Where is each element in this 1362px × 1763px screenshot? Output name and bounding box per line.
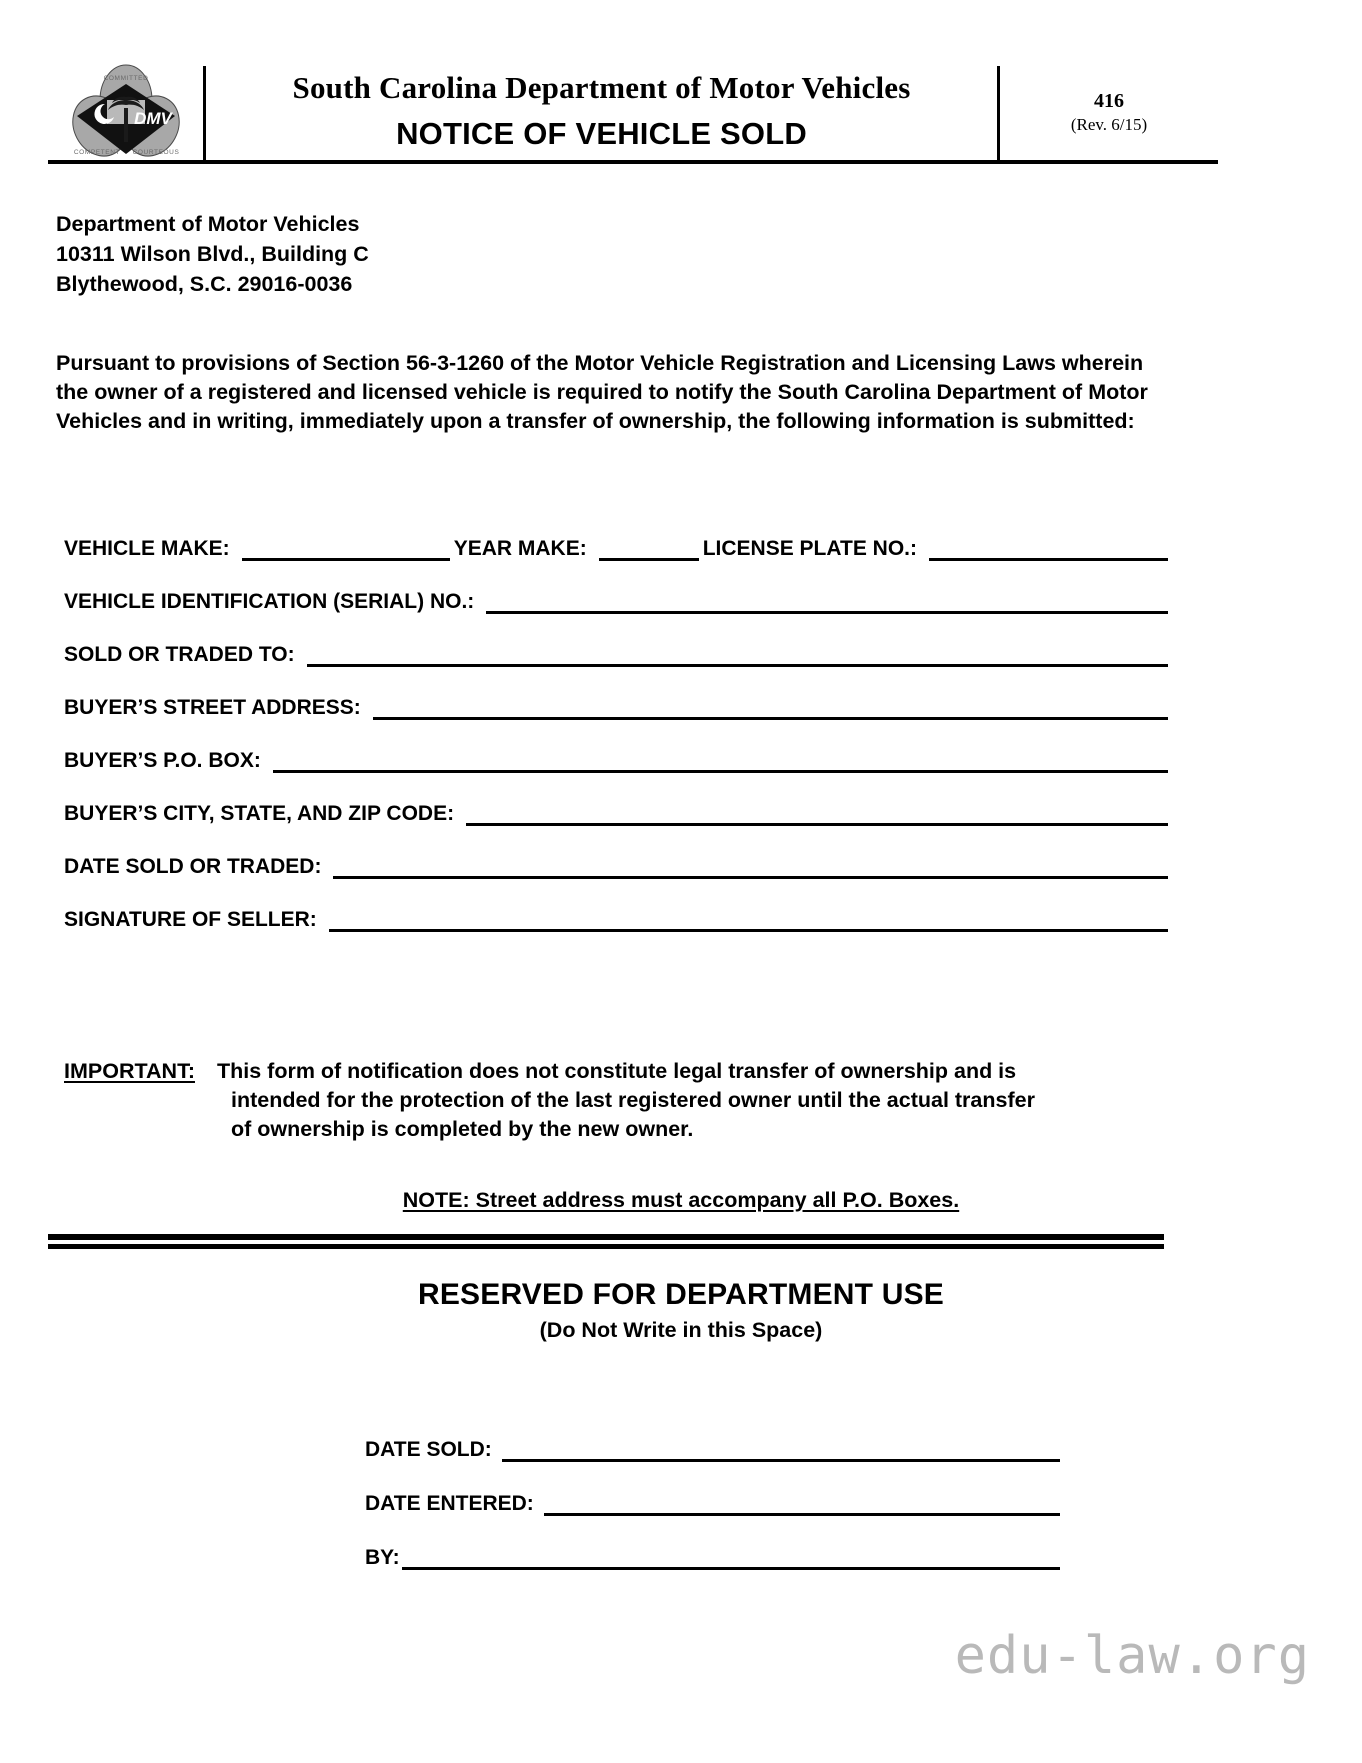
- header-titles: [206, 60, 997, 164]
- svg-text:COMPETENT: COMPETENT: [73, 149, 120, 156]
- po-box-note: [0, 1188, 1362, 1213]
- dept-date-entered-label: DATE ENTERED:: [365, 1492, 534, 1515]
- department-use-subtitle: (Do Not Write in this Space): [539, 1318, 823, 1342]
- signature-of-seller-input[interactable]: [329, 909, 1168, 932]
- dept-date-entered-input[interactable]: [544, 1493, 1060, 1516]
- field-row-vehicle-make: [64, 508, 1168, 561]
- date-sold-or-traded-input[interactable]: [333, 856, 1168, 879]
- buyer-street-address-input[interactable]: [373, 697, 1168, 720]
- section-divider: [48, 1234, 1164, 1249]
- date-sold-or-traded-label: DATE SOLD OR TRADED:: [64, 855, 322, 878]
- field-row-buyer-po-box: [64, 720, 1168, 773]
- form-identifier: [1000, 60, 1218, 164]
- address-line-1: Department of Motor Vehicles: [56, 212, 360, 236]
- agency-name: South Carolina Department of Motor Vehicles: [292, 70, 911, 106]
- dept-by-label: BY:: [365, 1546, 400, 1569]
- important-text: [217, 1057, 1035, 1144]
- dept-row-date-entered: [365, 1462, 1060, 1516]
- dept-row-date-sold: [365, 1408, 1060, 1462]
- agency-logo: [48, 60, 203, 164]
- license-plate-input[interactable]: [929, 538, 1168, 561]
- buyer-city-state-zip-input[interactable]: [466, 803, 1168, 826]
- buyer-po-box-input[interactable]: [273, 750, 1168, 773]
- important-line-2: intended for the protection of the last registered owner until the actual transfer: [230, 1088, 1035, 1112]
- buyer-street-address-label: BUYER’S STREET ADDRESS:: [64, 696, 361, 719]
- field-row-sold-or-traded-to: [64, 614, 1168, 667]
- svg-text:DMV: DMV: [133, 109, 172, 128]
- buyer-city-state-zip-label: BUYER’S CITY, STATE, AND ZIP CODE:: [64, 802, 455, 825]
- form-title: NOTICE OF VEHICLE SOLD: [396, 115, 807, 151]
- address-line-3: Blythewood, S.C. 29016-0036: [56, 272, 353, 296]
- important-notice: [64, 1057, 1154, 1144]
- dept-by-input[interactable]: [402, 1547, 1060, 1570]
- year-make-label: YEAR MAKE:: [453, 537, 587, 560]
- dept-row-by: [365, 1516, 1060, 1570]
- sold-or-traded-to-label: SOLD OR TRADED TO:: [64, 643, 295, 666]
- department-use-fields: [365, 1408, 1060, 1570]
- document-header: [48, 60, 1218, 164]
- signature-of-seller-label: SIGNATURE OF SELLER:: [64, 908, 317, 931]
- vin-label: VEHICLE IDENTIFICATION (SERIAL) NO.:: [64, 590, 475, 613]
- field-row-buyer-city-state-zip: [64, 773, 1168, 826]
- field-row-vin: [64, 561, 1168, 614]
- important-line-3: of ownership is completed by the new owner.: [230, 1117, 694, 1141]
- vin-input[interactable]: [486, 591, 1168, 614]
- form-fields: [64, 508, 1168, 932]
- po-box-note-text: NOTE: Street address must accompany all P.O. Boxes.: [402, 1188, 960, 1212]
- vehicle-make-input[interactable]: [242, 538, 450, 561]
- important-label: IMPORTANT:: [64, 1059, 195, 1083]
- field-row-date-sold-or-traded: [64, 826, 1168, 879]
- form-revision: (Rev. 6/15): [1070, 114, 1148, 134]
- dept-date-sold-label: DATE SOLD:: [365, 1438, 492, 1461]
- year-make-input[interactable]: [599, 538, 699, 561]
- buyer-po-box-label: BUYER’S P.O. BOX:: [64, 749, 261, 772]
- statutory-intro-paragraph: Pursuant to provisions of Section 56-3-1260 of the Motor Vehicle Registration and Licensing Laws wherein the owner of a registered and licensed vehicle is required to notify the South Carolina Department of Motor Vehicles and in writing, immediately upon a transfer of ownership, the following information is submitted:: [56, 351, 1148, 433]
- important-line-1: This form of notification does not constitute legal transfer of ownership and is: [216, 1059, 1017, 1083]
- sold-or-traded-to-input[interactable]: [307, 644, 1168, 667]
- header-bottom-rule: [48, 160, 1218, 164]
- vehicle-make-label: VEHICLE MAKE:: [64, 537, 230, 560]
- sc-dmv-seal-logo-icon: [67, 64, 185, 160]
- department-use-title: RESERVED FOR DEPARTMENT USE: [417, 1278, 945, 1311]
- source-watermark: edu-law.org: [954, 1626, 1310, 1686]
- dept-date-sold-input[interactable]: [502, 1439, 1060, 1462]
- svg-text:COURTEOUS: COURTEOUS: [132, 149, 179, 156]
- field-row-buyer-street-address: [64, 667, 1168, 720]
- address-line-2: 10311 Wilson Blvd., Building C: [56, 242, 369, 266]
- license-plate-label: LICENSE PLATE NO.:: [702, 537, 917, 560]
- agency-address-block: [56, 209, 369, 299]
- divider-bar-bottom: [48, 1244, 1164, 1249]
- form-number: 416: [1094, 89, 1124, 112]
- field-row-signature-of-seller: [64, 879, 1168, 932]
- svg-text:COMMITTED: COMMITTED: [103, 75, 148, 82]
